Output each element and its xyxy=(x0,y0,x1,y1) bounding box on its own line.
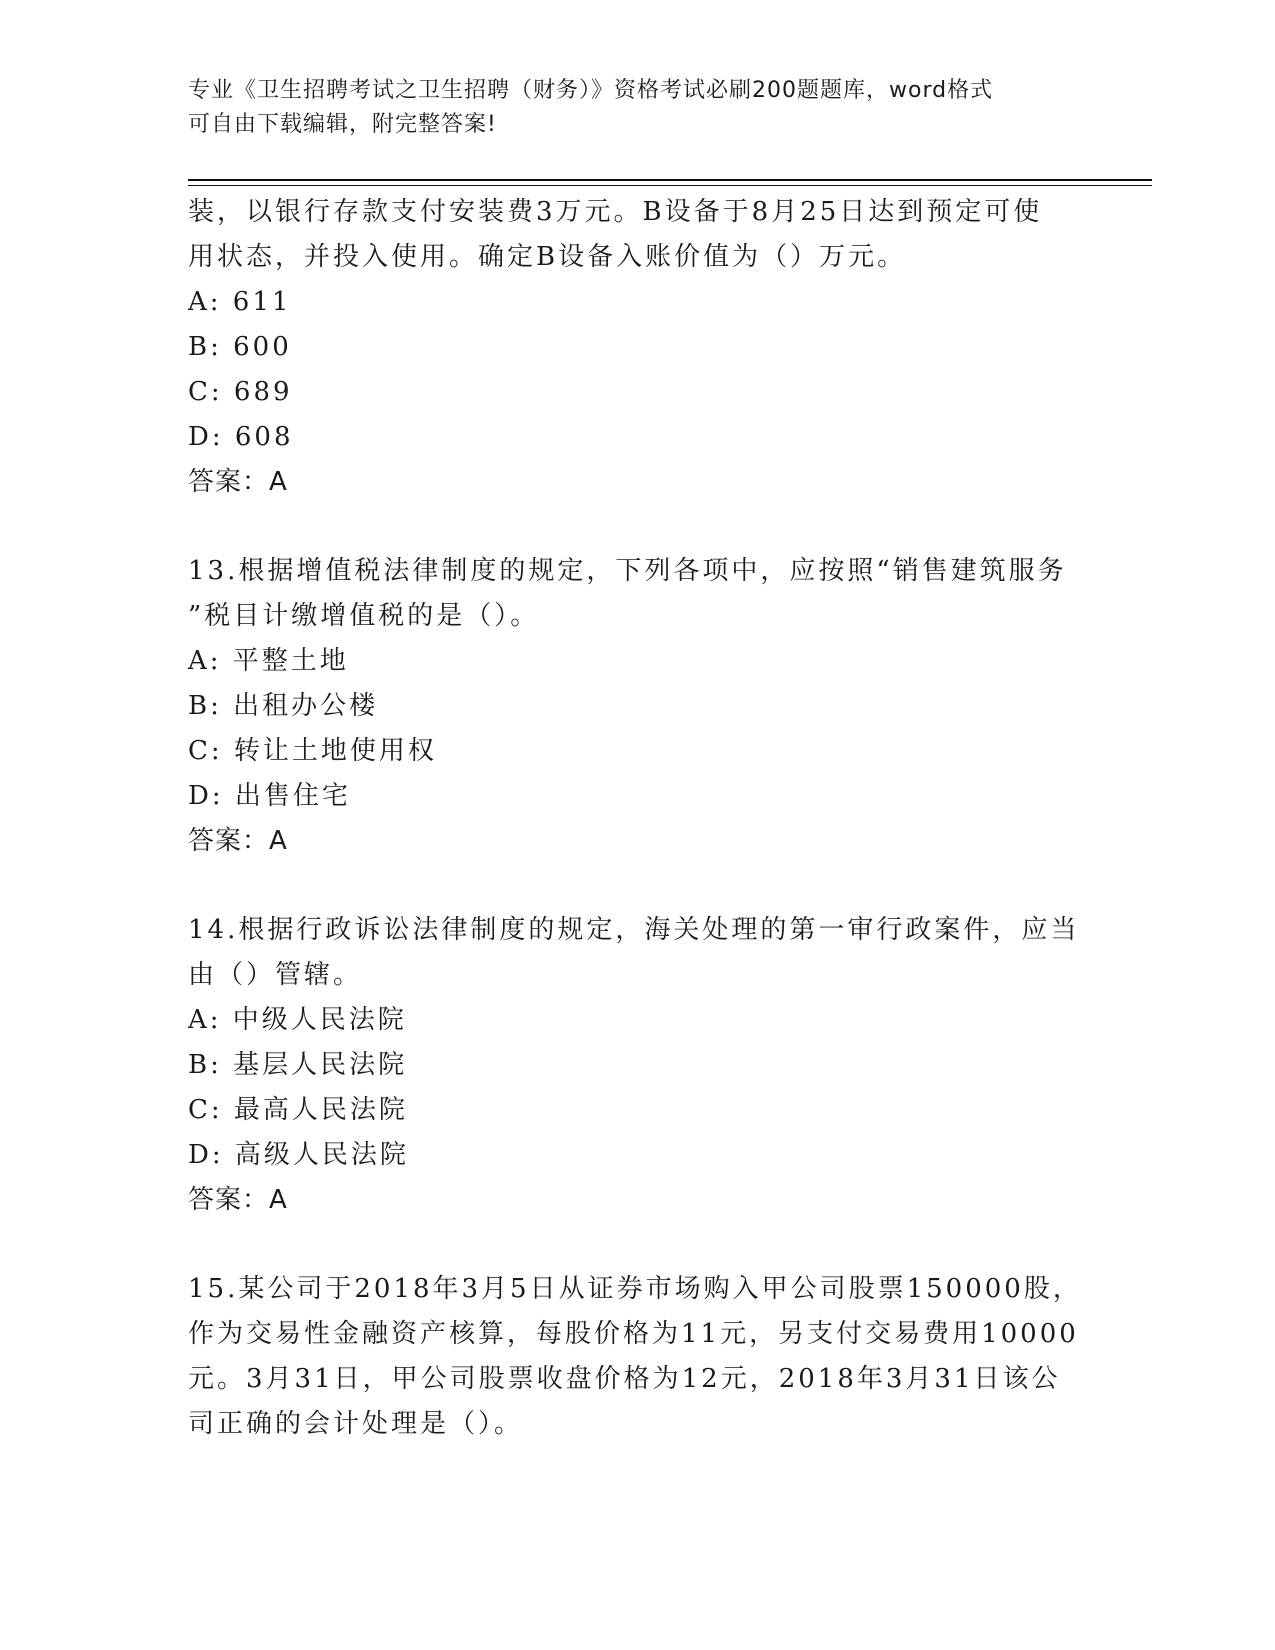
option-a: A: 中级人民法院 xyxy=(188,1005,407,1035)
question-stem-line: 元。3月31日，甲公司股票收盘价格为12元，2018年3月31日该公 xyxy=(188,1364,1061,1394)
answer-line: 答案：A xyxy=(188,826,288,856)
question-stem-line: 装，以银行存款支付安装费3万元。B设备于8月25日达到预定可使 xyxy=(188,197,1043,227)
option-b: B: 600 xyxy=(188,332,292,362)
question-13 xyxy=(188,549,1088,864)
question-spacer xyxy=(188,505,1088,549)
option-d: D: 出售住宅 xyxy=(188,781,351,811)
option-c: C: 689 xyxy=(188,377,293,407)
option-a: A: 平整土地 xyxy=(188,646,349,676)
option-c: C: 转让土地使用权 xyxy=(188,736,437,766)
option-b: B: 出租办公楼 xyxy=(188,691,379,721)
question-spacer xyxy=(188,1223,1088,1267)
header-title-line-1: 专业《卫生招聘考试之卫生招聘（财务）》资格考试必刷200题题库，word格式 xyxy=(188,78,994,103)
question-14 xyxy=(188,908,1088,1223)
option-d: D: 608 xyxy=(188,422,294,452)
answer-line: 答案：A xyxy=(188,467,288,497)
answer-line: 答案：A xyxy=(188,1185,288,1215)
question-15 xyxy=(188,1267,1088,1447)
question-stem-line: 用状态，并投入使用。确定B设备入账价值为（）万元。 xyxy=(188,242,907,272)
question-12 xyxy=(188,190,1088,505)
document-header xyxy=(188,74,1068,142)
option-a: A: 611 xyxy=(188,287,292,317)
header-divider-thin xyxy=(188,185,1152,186)
question-stem-line: 13.根据增值税法律制度的规定，下列各项中，应按照“销售建筑服务 xyxy=(188,556,1067,586)
header-title-line-2: 可自由下载编辑，附完整答案! xyxy=(188,112,497,137)
option-c: C: 最高人民法院 xyxy=(188,1095,408,1125)
question-stem-line: 14.根据行政诉讼法律制度的规定，海关处理的第一审行政案件，应当 xyxy=(188,915,1080,945)
question-spacer xyxy=(188,864,1088,908)
question-stem-line: 司正确的会计处理是（）。 xyxy=(188,1409,524,1439)
option-b: B: 基层人民法院 xyxy=(188,1050,408,1080)
header-divider-thick xyxy=(188,179,1152,181)
question-stem-line: 15.某公司于2018年3月5日从证券市场购入甲公司股票150000股， xyxy=(188,1274,1082,1304)
question-body xyxy=(188,190,1088,1447)
question-stem-line: 作为交易性金融资产核算，每股价格为11元，另支付交易费用10000 xyxy=(188,1319,1079,1349)
question-stem-line: ”税目计缴增值税的是（）。 xyxy=(188,601,540,631)
option-d: D: 高级人民法院 xyxy=(188,1140,409,1170)
question-stem-line: 由（）管辖。 xyxy=(188,960,363,990)
